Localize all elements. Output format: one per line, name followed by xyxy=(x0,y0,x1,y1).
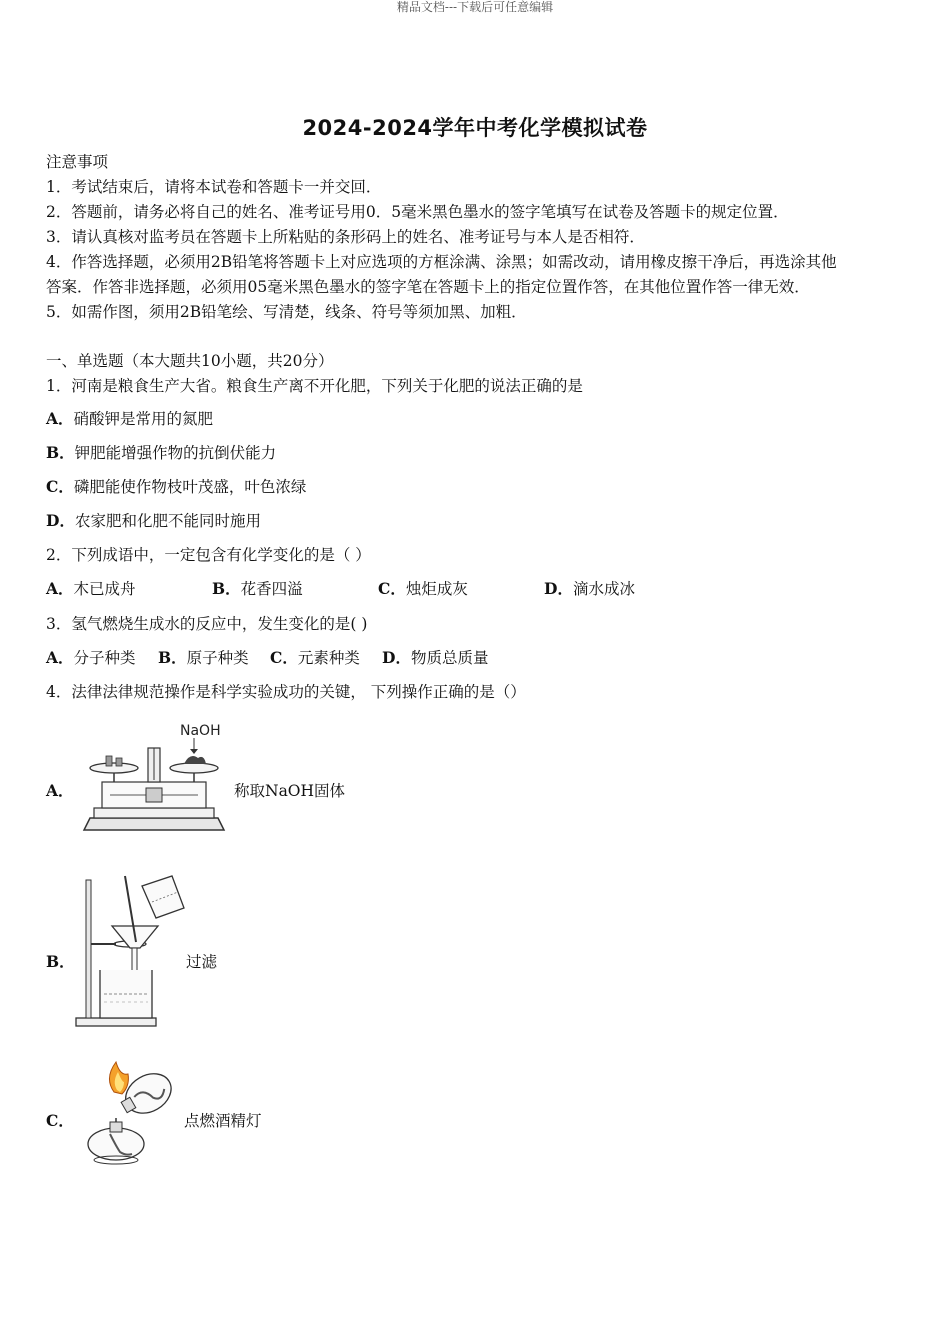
option-text: 钾肥能增强作物的抗倒伏能力 xyxy=(74,444,277,462)
balance-figure xyxy=(80,718,228,840)
q1-option-d xyxy=(46,511,261,531)
q1-option-a xyxy=(46,409,213,429)
q4-option-a-text: 称取NaOH固体 xyxy=(234,782,346,800)
note-item-3: 3．请认真核对监考员在答题卡上所粘贴的条形码上的姓名、准考证号与本人是否相符． xyxy=(46,228,645,246)
page-header: 精品文档---下载后可任意编辑 xyxy=(396,0,554,14)
q1-option-c xyxy=(46,477,306,497)
q2-stem: 2．下列成语中，一定包含有化学变化的是（ ） xyxy=(46,546,371,564)
notes-heading: 注意事项 xyxy=(46,153,109,171)
q2-option-c: C．烛炬成灰 xyxy=(378,579,468,598)
option-label: C． xyxy=(46,477,74,496)
q4-option-a-label: A． xyxy=(46,781,74,800)
q4-stem: 4．法律法律规范操作是科学实验成功的关键， 下列操作正确的是（） xyxy=(46,683,526,701)
q3-option-b: B．原子种类 xyxy=(158,648,249,667)
note-item-1: 1．考试结束后，请将本试卷和答题卡一并交回． xyxy=(46,178,382,196)
note-item-2: 2．答题前，请务必将自己的姓名、准考证号用0．5毫米黑色墨水的签字笔填写在试卷及答题卡的规定位置． xyxy=(46,203,789,221)
q2-option-a: A．木已成舟 xyxy=(46,579,136,598)
filtration-figure xyxy=(70,872,190,1032)
q3-option-c: C．元素种类 xyxy=(270,648,360,667)
option-text: 硝酸钾是常用的氮肥 xyxy=(73,410,214,428)
option-label: B． xyxy=(46,443,75,462)
note-item-4: 4．作答选择题，必须用2B铅笔将答题卡上对应选项的方框涂满、涂黑；如需改动，请用橡皮擦干净后，再选涂其他 xyxy=(46,253,837,271)
q3-option-a: A．分子种类 xyxy=(46,648,136,667)
q4-option-c-text: 点燃酒精灯 xyxy=(184,1112,262,1130)
q3-options xyxy=(46,648,488,668)
q2-option-d: D．滴水成冰 xyxy=(544,579,635,598)
q3-option-d: D．物质总质量 xyxy=(382,648,489,667)
naoh-label: NaOH xyxy=(180,723,221,739)
section-heading: 一、单选题（本大题共10小题，共20分） xyxy=(46,352,334,370)
q4-option-c-label: C． xyxy=(46,1111,74,1130)
note-item-5: 5．如需作图，须用2B铅笔绘、写清楚，线条、符号等须加黑、加粗． xyxy=(46,303,527,321)
q4-option-b-text: 过滤 xyxy=(186,953,218,971)
option-label: D． xyxy=(46,511,75,530)
option-text: 磷肥能使作物枝叶茂盛，叶色浓绿 xyxy=(73,478,307,496)
note-item-4-cont: 答案．作答非选择题，必须用05毫米黑色墨水的签字笔在答题卡上的指定位置作答，在其他位置作答一律无效． xyxy=(46,278,810,296)
alcohol-lamp-figure xyxy=(76,1056,186,1168)
option-text: 农家肥和化肥不能同时施用 xyxy=(74,512,261,530)
q1-stem: 1．河南是粮食生产大省。粮食生产离不开化肥，下列关于化肥的说法正确的是 xyxy=(46,377,583,395)
exam-title: 2024-2024学年中考化学模拟试卷 xyxy=(302,116,648,140)
q2-options xyxy=(46,579,635,599)
option-label: A． xyxy=(46,409,74,428)
q1-option-b xyxy=(46,443,276,463)
q4-option-b-label: B． xyxy=(46,952,75,971)
q3-stem: 3．氢气燃烧生成水的反应中，发生变化的是( ) xyxy=(46,615,368,633)
q2-option-b: B．花香四溢 xyxy=(212,579,303,598)
